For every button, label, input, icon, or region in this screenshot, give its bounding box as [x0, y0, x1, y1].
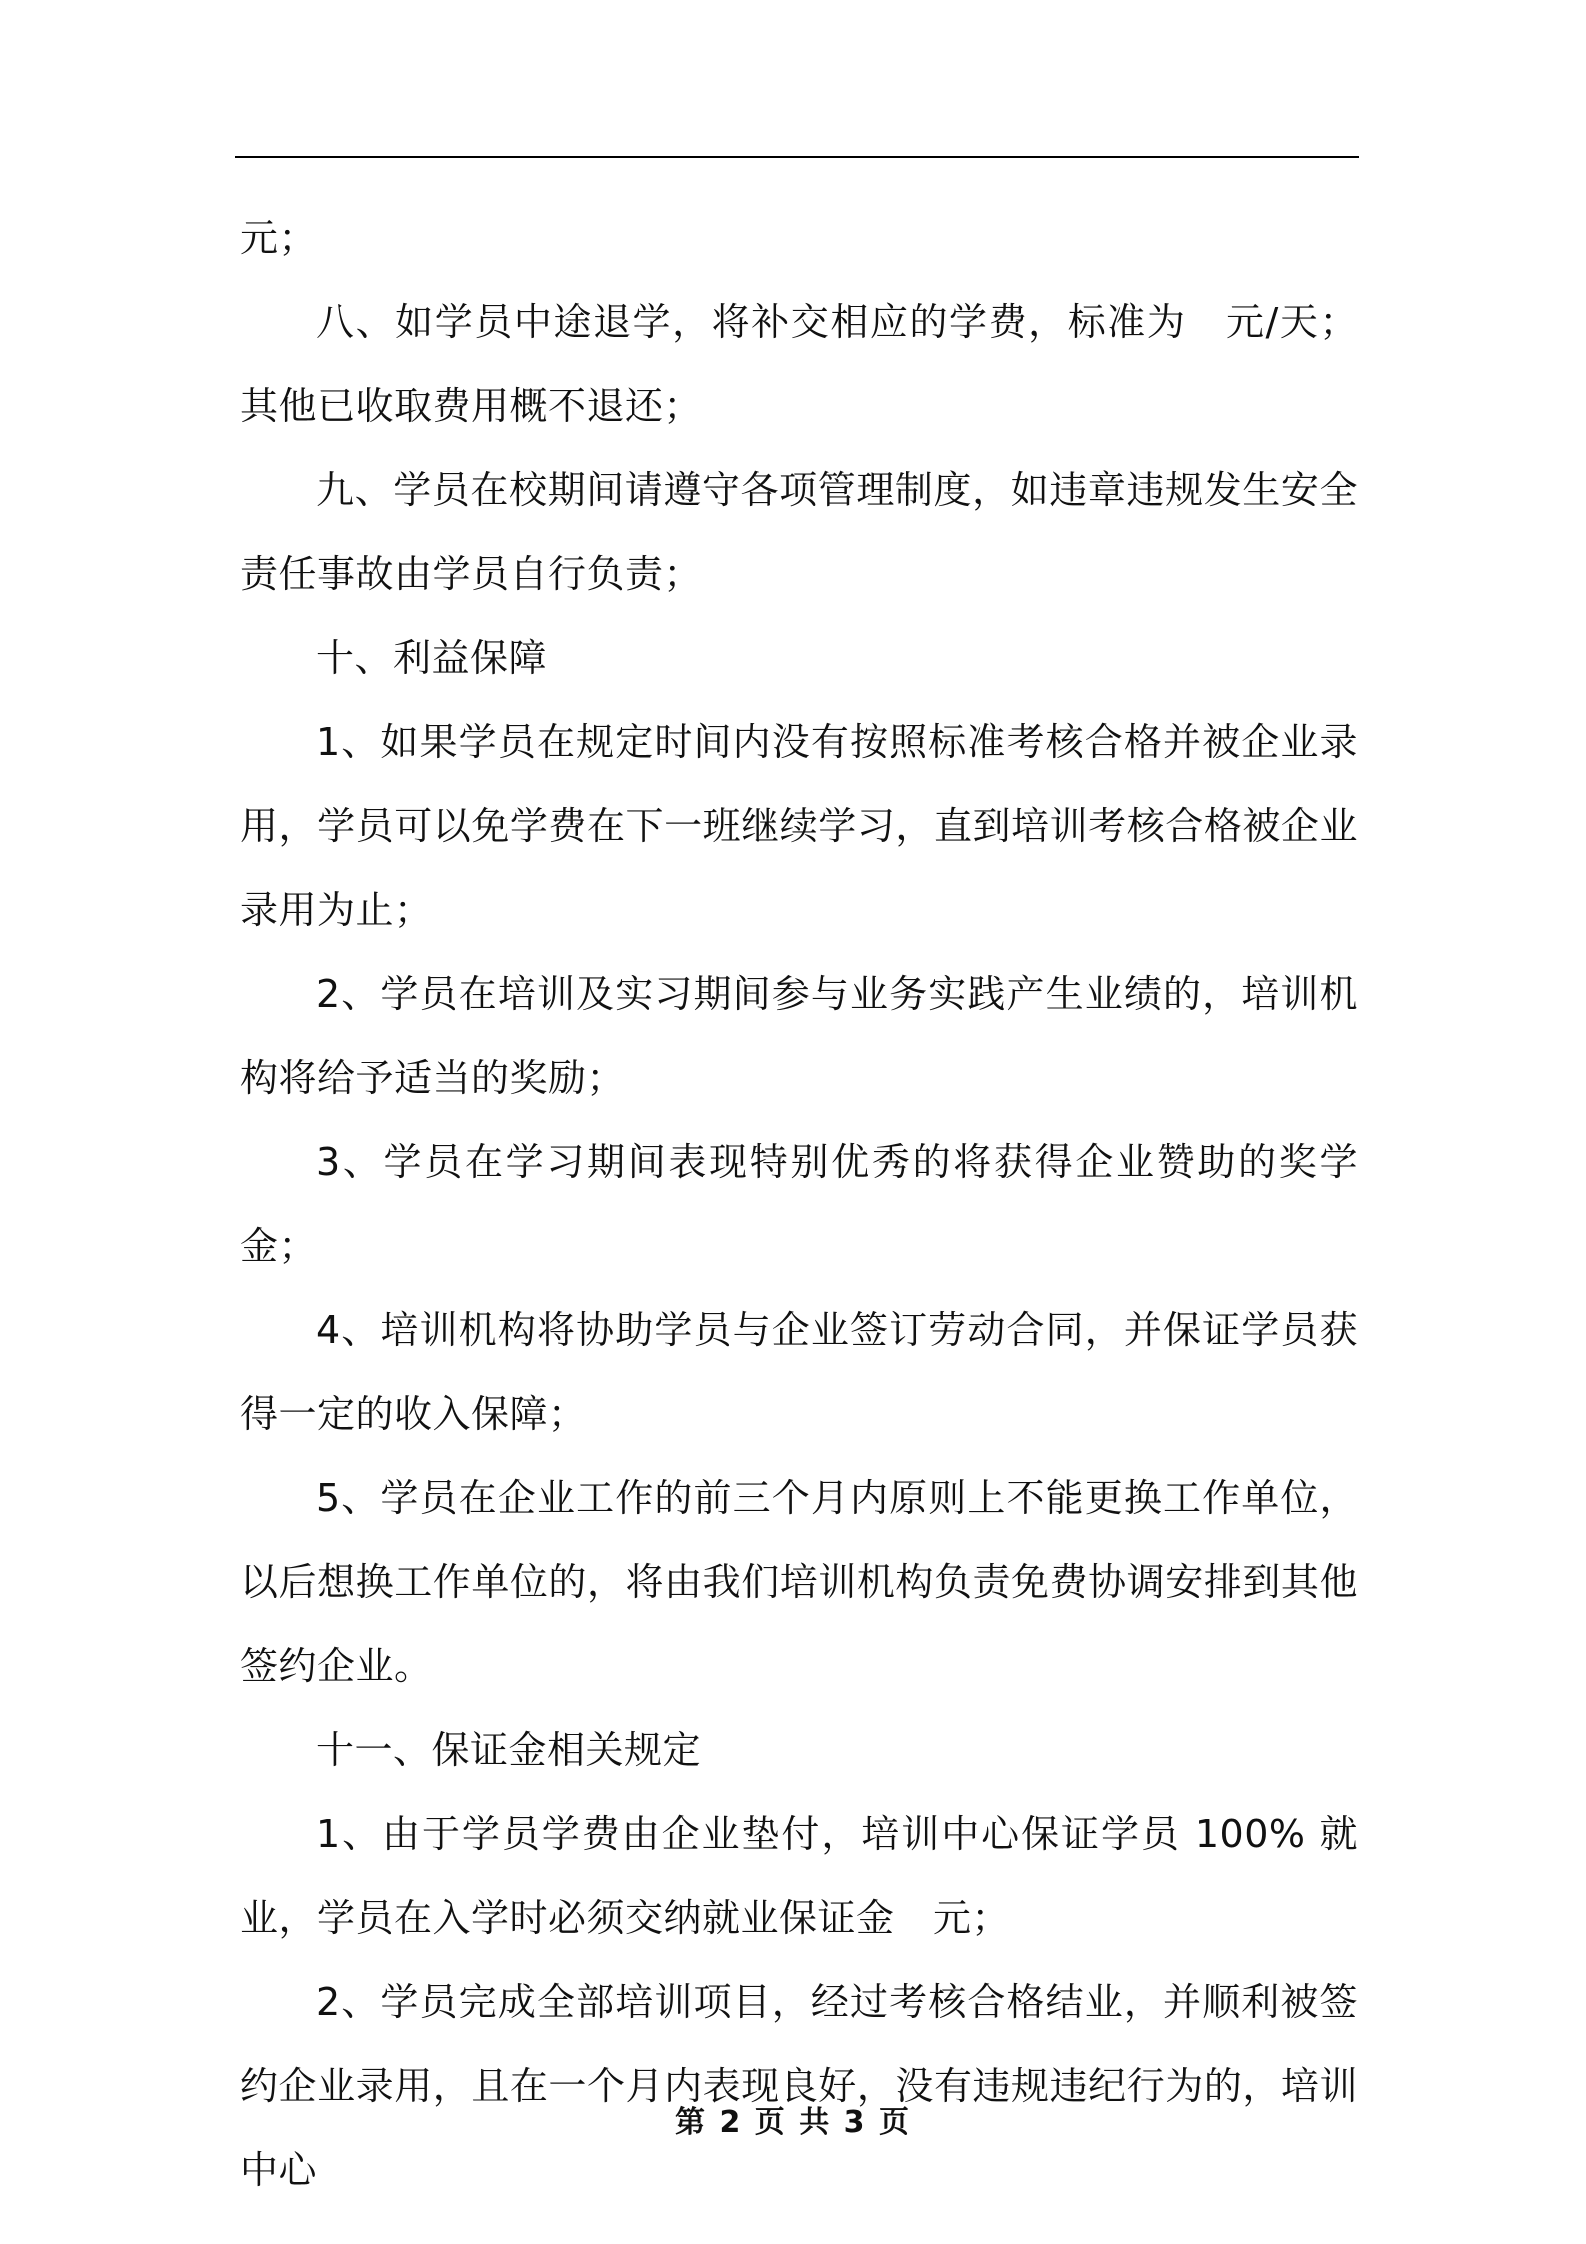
paragraph-2: 九、学员在校期间请遵守各项管理制度，如违章违规发生安全责任事故由学员自行负责；: [240, 468, 1358, 596]
document-body: [240, 196, 1358, 2212]
section-heading-10: 十、利益保障: [316, 636, 548, 680]
paragraph-7: 4、培训机构将协助学员与企业签订劳动合同，并保证学员获得一定的收入保障；: [240, 1308, 1358, 1436]
header-rule: [235, 156, 1359, 158]
paragraph-8: 5、学员在企业工作的前三个月内原则上不能更换工作单位，以后想换工作单位的，将由我们培训机构负责免费协调安排到其他签约企业。: [240, 1476, 1358, 1688]
paragraph-0: 元；: [240, 216, 318, 260]
section-heading-11: 十一、保证金相关规定: [316, 1728, 702, 1772]
paragraph-4: 1、如果学员在规定时间内没有按照标准考核合格并被企业录用，学员可以免学费在下一班继续学习，直到培训考核合格被企业录用为止；: [240, 720, 1358, 932]
paragraph-5: 2、学员在培训及实习期间参与业务实践产生业绩的，培训机构将给予适当的奖励；: [240, 972, 1358, 1100]
paragraph-11: 2、学员完成全部培训项目，经过考核合格结业，并顺利被签约企业录用，且在一个月内表现良好，没有违规违纪行为的，培训中心: [240, 1980, 1358, 2192]
paragraph-1: 八、如学员中途退学，将补交相应的学费，标准为 元/天；其他已收取费用概不退还；: [240, 300, 1358, 428]
page-number-footer: 第 2 页 共 3 页: [675, 2105, 911, 2140]
paragraph-10: 1、由于学员学费由企业垫付，培训中心保证学员 100% 就业，学员在入学时必须交纳就业保证金 元；: [240, 1812, 1358, 1940]
paragraph-6: 3、学员在学习期间表现特别优秀的将获得企业赞助的奖学金；: [240, 1140, 1358, 1268]
